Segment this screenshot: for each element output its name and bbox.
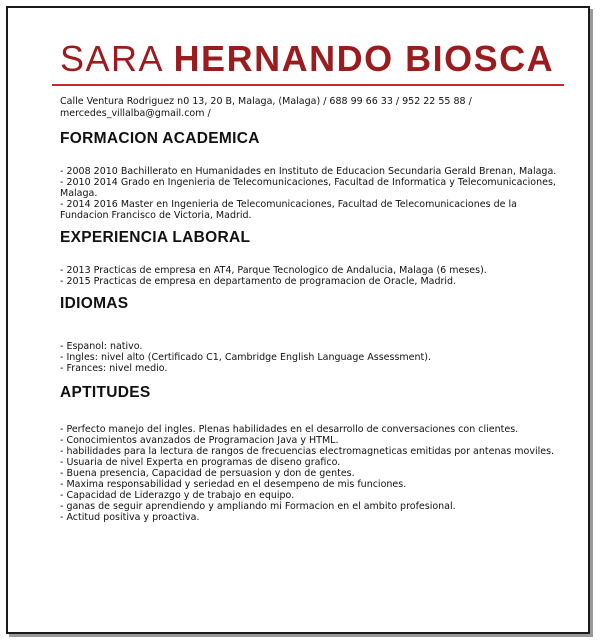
- section-title: IDIOMAS: [60, 295, 129, 312]
- list-item: - Espanol: nativo.: [60, 341, 143, 352]
- list-item: - 2008 2010 Bachillerato en Humanidades en Instituto de Educacion Secundaria Gerald Brenan, Malaga.: [60, 166, 557, 177]
- list-item: - Actitud positiva y proactiva.: [60, 512, 200, 523]
- section-items: [60, 265, 560, 287]
- list-item: - 2010 2014 Grado en Ingenieria de Telecomunicaciones, Facultad de Informatica y Telecomunicaciones, Malaga.: [60, 177, 556, 199]
- list-item: - Usuaria de nivel Experta en programas de diseno grafico.: [60, 457, 341, 468]
- section-formacion-academica: [52, 130, 564, 221]
- section-experiencia-laboral: [52, 229, 564, 287]
- list-item: - Frances: nivel medio.: [60, 363, 168, 374]
- list-item: - Maxima responsabilidad y seriedad en el desempeno de mis funciones.: [60, 479, 407, 490]
- contact-info: Calle Ventura Rodriguez n0 13, 20 B, Malaga, (Malaga) / 688 99 66 33 / 952 22 55 88 / mercedes_villalba@gmail.com /: [60, 96, 472, 119]
- list-item: - Conocimientos avanzados de Programacion Java y HTML.: [60, 435, 339, 446]
- list-item: - 2014 2016 Master en Ingenieria de Telecomunicaciones, Facultad de Telecomunicaciones de la Fundacion Francisco de Victoria, Madrid.: [60, 199, 517, 221]
- resume-page: [6, 6, 590, 634]
- section-title: FORMACION ACADEMICA: [60, 130, 260, 147]
- section-items: [60, 424, 560, 523]
- last-names: HERNANDO BIOSCA: [173, 38, 555, 79]
- section-items: [60, 341, 560, 374]
- section-title: EXPERIENCIA LABORAL: [60, 229, 251, 246]
- list-item: - habilidades para la lectura de rangos de frecuencias electromagneticas emitidas por antenas moviles.: [60, 446, 555, 457]
- list-item: - Capacidad de Liderazgo y de trabajo en equipo.: [60, 490, 295, 501]
- list-item: - Buena presencia, Capacidad de persuasion y don de gentes.: [60, 468, 355, 479]
- header-divider: [52, 84, 564, 86]
- section-items: [60, 166, 560, 221]
- list-item: - Perfecto manejo del ingles. Plenas habilidades en el desarrollo de conversaciones con clientes.: [60, 424, 519, 435]
- first-name: SARA: [60, 38, 163, 79]
- section-aptitudes: [52, 384, 564, 523]
- list-item: - Ingles: nivel alto (Certificado C1, Cambridge English Language Assessment).: [60, 352, 431, 363]
- list-item: - ganas de seguir aprendiendo y ampliando mi Formacion en el ambito profesional.: [60, 501, 456, 512]
- list-item: - 2015 Practicas de empresa en departamento de programacion de Oracle, Madrid.: [60, 276, 457, 287]
- candidate-name: [60, 38, 564, 80]
- resume-content: [52, 38, 564, 523]
- section-title: APTITUDES: [60, 384, 151, 401]
- list-item: - 2013 Practicas de empresa en AT4, Parque Tecnologico de Andalucia, Malaga (6 meses).: [60, 265, 487, 276]
- section-idiomas: [52, 295, 564, 374]
